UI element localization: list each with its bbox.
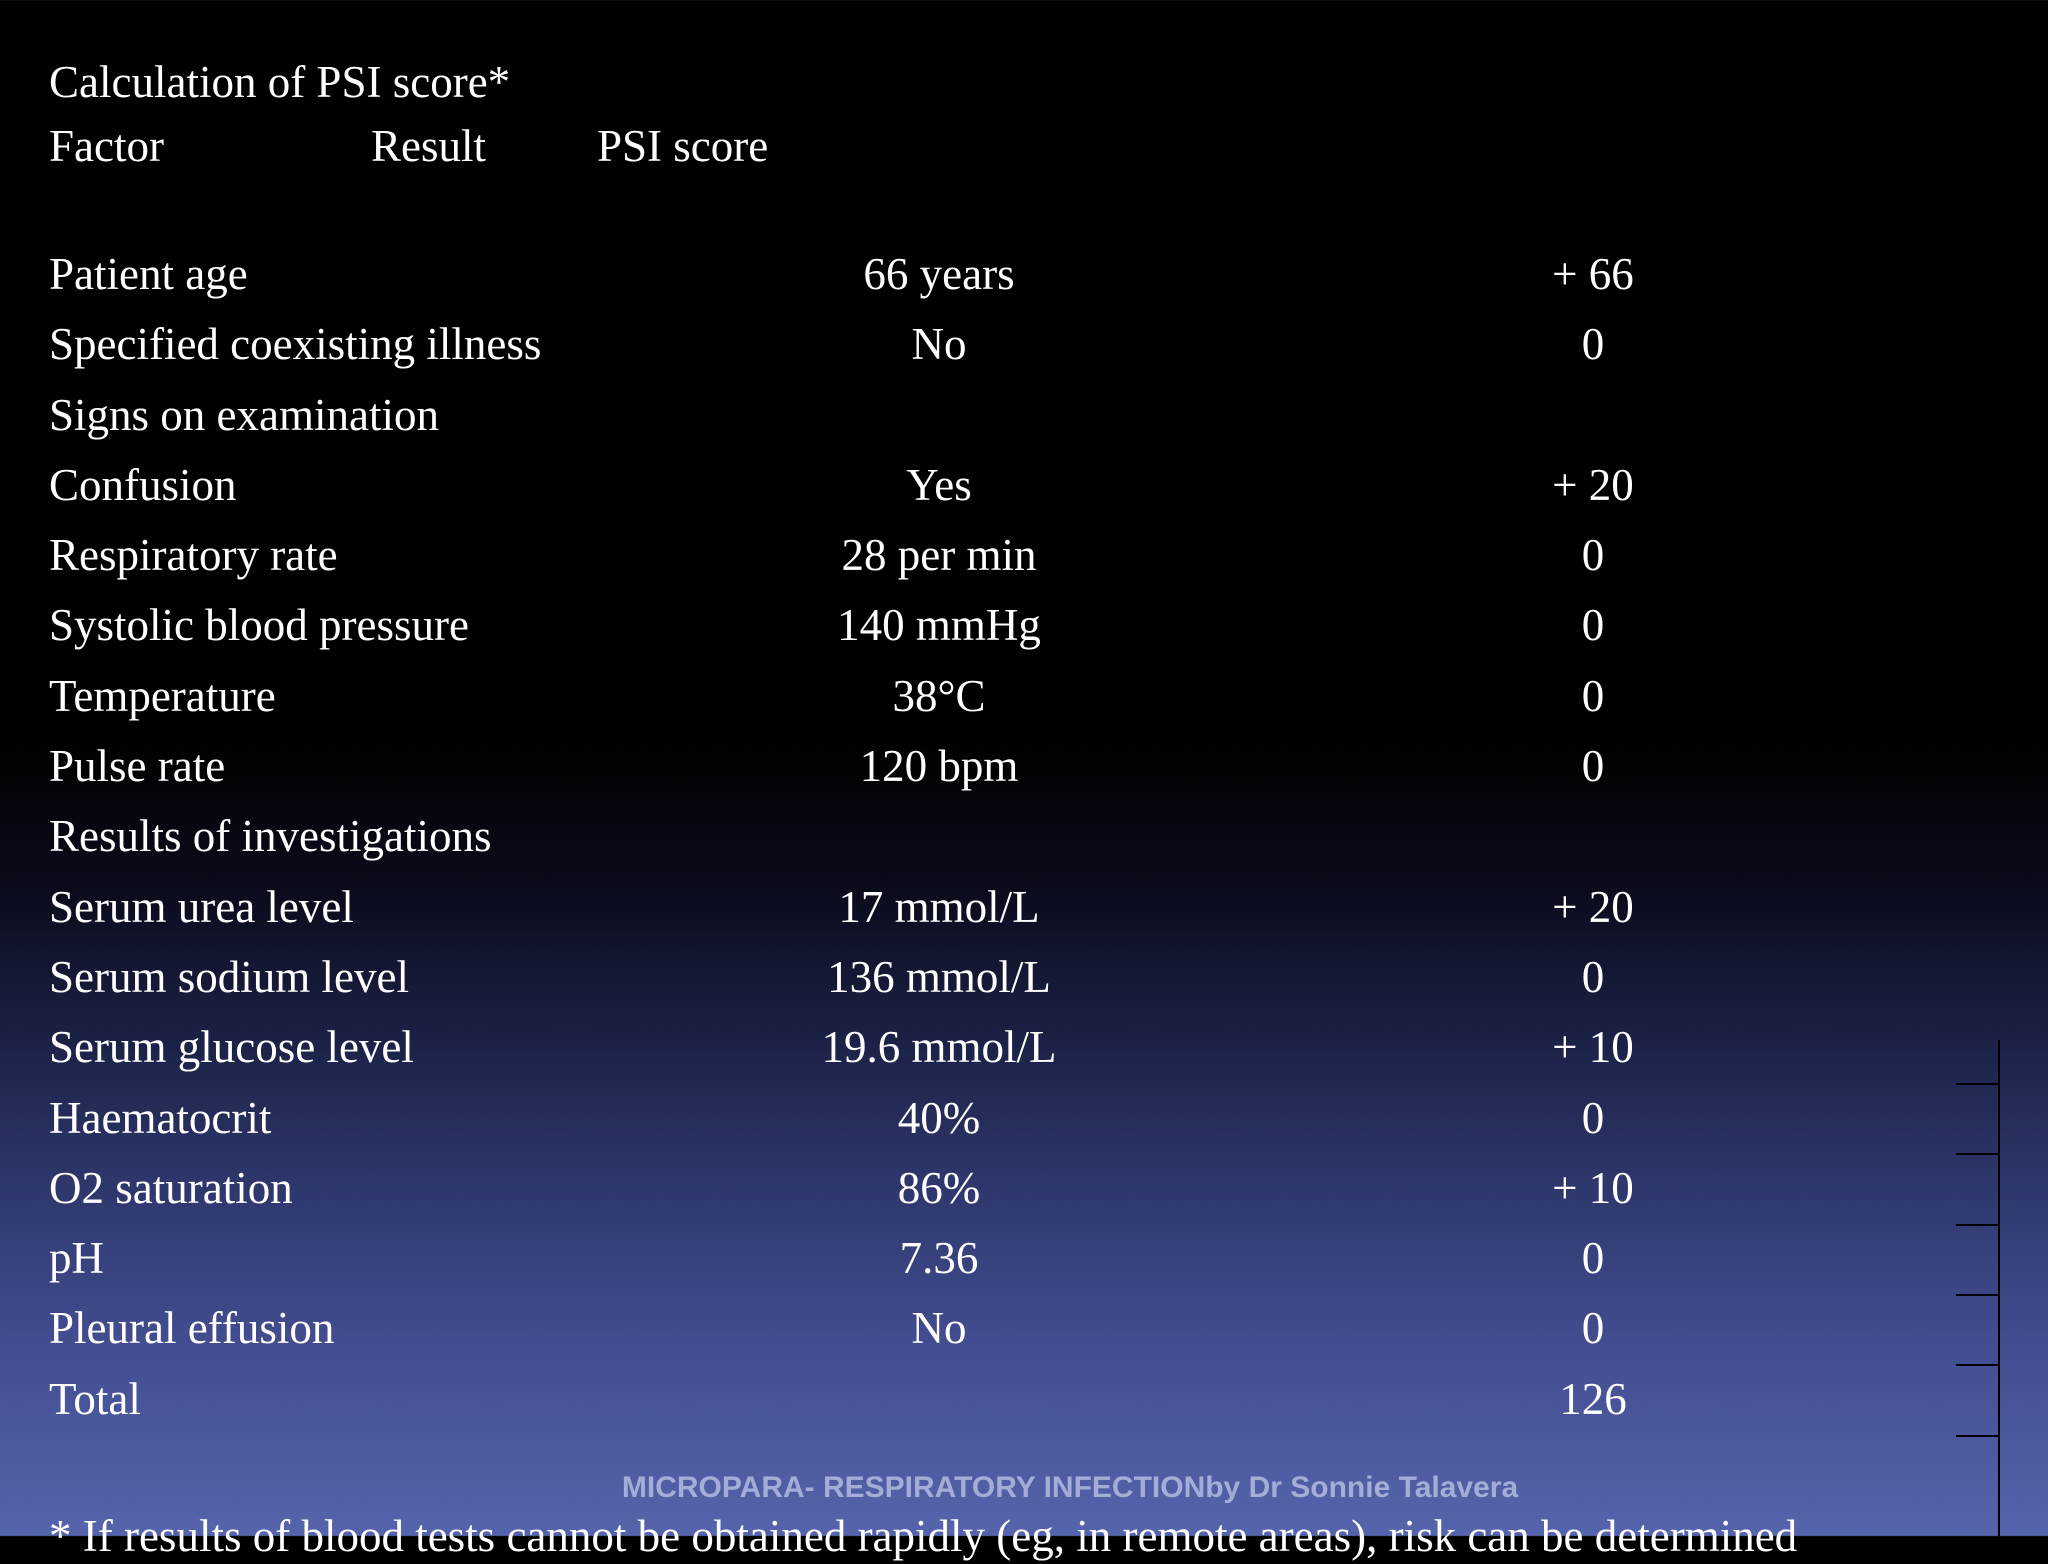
result-cell: 136 mmol/L (827, 951, 1051, 1002)
header-psi-score: PSI score (597, 121, 769, 171)
score-cell: + 10 (1552, 1022, 1634, 1073)
table-row (0, 597, 2048, 667)
table-header-row (0, 118, 2048, 174)
result-cell: 140 mmHg (837, 600, 1041, 651)
result-cell: 86% (897, 1162, 981, 1213)
score-cell: 0 (1581, 1303, 1605, 1354)
header-factor: Factor (49, 121, 164, 171)
score-cell: + 20 (1552, 881, 1634, 932)
result-cell: No (911, 319, 967, 370)
score-cell: 0 (1581, 319, 1605, 370)
table-row (0, 1371, 2048, 1441)
side-tick (1956, 1153, 2000, 1155)
factor-cell: Results of investigations (49, 811, 492, 862)
factor-cell: Serum sodium level (49, 951, 409, 1002)
side-tick (1956, 1224, 2000, 1226)
factor-cell: Serum urea level (49, 881, 354, 932)
result-cell: 66 years (863, 249, 1015, 299)
score-cell: 0 (1581, 670, 1605, 721)
score-cell: 0 (1581, 1092, 1605, 1143)
table-row (0, 387, 2048, 457)
factor-cell: Respiratory rate (49, 530, 338, 581)
result-cell: Yes (906, 459, 972, 510)
factor-cell: pH (49, 1233, 104, 1284)
score-cell: 126 (1559, 1373, 1627, 1424)
table-row (0, 316, 2048, 386)
table-row (0, 808, 2048, 878)
table-row (0, 1300, 2048, 1370)
factor-cell: Temperature (49, 670, 276, 721)
side-tick (1956, 1294, 2000, 1296)
score-cell: 0 (1581, 1233, 1605, 1284)
factor-cell: Patient age (49, 249, 248, 299)
table-row (0, 246, 2048, 316)
factor-cell: Confusion (49, 459, 237, 510)
result-cell: 38°C (892, 670, 986, 721)
table-row (0, 527, 2048, 597)
factor-cell: Pulse rate (49, 741, 226, 792)
footnote: * If results of blood tests cannot be obtained rapidly (eg, in remote areas), risk can be determined (49, 1511, 1798, 1561)
result-cell: 120 bpm (859, 741, 1019, 792)
score-cell: 0 (1581, 741, 1605, 792)
factor-cell: Total (49, 1373, 141, 1424)
result-cell: 28 per min (841, 530, 1037, 581)
score-cell: + 66 (1552, 249, 1634, 299)
factor-cell: Specified coexisting illness (49, 319, 542, 370)
factor-cell: Pleural effusion (49, 1303, 335, 1354)
result-cell: 19.6 mmol/L (821, 1022, 1057, 1073)
header-result: Result (371, 121, 487, 171)
footer-credit: MICROPARA- RESPIRATORY INFECTIONby Dr Sonnie Talavera (621, 1471, 1519, 1504)
table-row (0, 668, 2048, 738)
table-row (0, 1230, 2048, 1300)
score-cell: 0 (1581, 600, 1605, 651)
table-row (0, 738, 2048, 808)
result-cell: 40% (897, 1092, 981, 1143)
result-cell: 7.36 (899, 1233, 979, 1284)
factor-cell: Serum glucose level (49, 1022, 414, 1073)
table-row (0, 457, 2048, 527)
factor-cell: Signs on examination (49, 389, 439, 440)
factor-cell: O2 saturation (49, 1162, 293, 1213)
result-cell: 17 mmol/L (838, 881, 1040, 932)
slide-title: Calculation of PSI score* (49, 57, 511, 107)
score-cell: 0 (1581, 951, 1605, 1002)
table-row (0, 1019, 2048, 1089)
table-row (0, 1090, 2048, 1160)
factor-cell: Systolic blood pressure (49, 600, 469, 651)
side-tick (1956, 1364, 2000, 1366)
factor-cell: Haematocrit (49, 1092, 272, 1143)
score-cell: + 20 (1552, 459, 1634, 510)
table-row (0, 1160, 2048, 1230)
score-cell: 0 (1581, 530, 1605, 581)
table-row (0, 879, 2048, 949)
score-cell: + 10 (1552, 1162, 1634, 1213)
table-row (0, 949, 2048, 1019)
result-cell: No (911, 1303, 967, 1354)
side-rule (1998, 1040, 2000, 1536)
side-tick (1956, 1083, 2000, 1085)
psi-score-table (0, 246, 2048, 1441)
side-tick (1956, 1435, 2000, 1437)
